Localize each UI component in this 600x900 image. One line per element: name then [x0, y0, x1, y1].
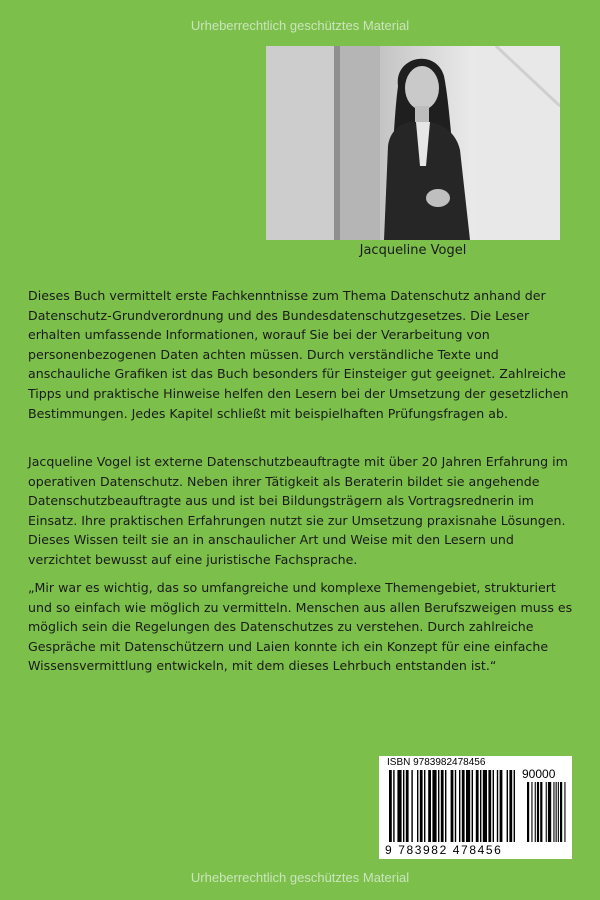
paragraph-text: Jacqueline Vogel ist externe Datenschutzbeauftragte mit über 20 Jahren Erfahrung im operativen Datenschutz. Neben ihrer Tätigkeit als Beraterin bildet sie angehende Datenschutzbeauftragte aus und ist bei Bildungsträgern als Vortragsrednerin im Einsatz. Ihre praktischen Erfahrungen nutzt sie zur Umsetzung praxisnahe Lösungen. Dieses Wissen teilt sie an in anschaulicher Art und Weise mit den Lesern und verzichtet bewusst auf eine juristische Fachsprache.: [28, 454, 568, 567]
book-description-paragraph: [28, 286, 574, 423]
isbn-label: ISBN 9783982478456: [387, 757, 486, 768]
barcode-addon-number: 90000: [522, 767, 556, 781]
paragraph-text: „Mir war es wichtig, das so umfangreiche und komplexe Themengebiet, strukturiert und so einfach wie möglich zu vermitteln. Menschen aus allen Berufszweigen muss es möglich sein die Regelungen des Datenschutzes zu verstehen. Durch zahlreiche Gespräche mit Datenschützern und Laien konnte ich ein Konzept für eine einfache Wissensvermittlung entwickeln, mit dem dieses Lehrbuch entstanden ist.“: [28, 580, 573, 674]
isbn-barcode: [379, 756, 572, 859]
photo-caption: Jacqueline Vogel: [359, 243, 467, 258]
author-photo: [266, 46, 560, 240]
author-portrait-image: [266, 46, 560, 240]
barcode-digits: 9 783982 478456: [385, 843, 503, 857]
barcode-bars: [385, 770, 566, 844]
author-quote-paragraph: [28, 578, 574, 676]
paragraph-text: Dieses Buch vermittelt erste Fachkenntnisse zum Thema Datenschutz anhand der Datenschutz-Grundverordnung und des Bundesdatenschutzgesetzes. Die Leser erhalten umfassende Informationen, worauf Sie bei der Verarbeitung von personenbezogenen Daten achten müssen. Durch verständliche Texte und anschauliche Grafiken ist das Buch besonders für Einsteiger gut geeignet. Zahlreiche Tipps und praktische Hinweise helfen den Lesern bei der Umsetzung der gesetzlichen Bestimmungen. Jedes Kapitel schließt mit beispielhaften Prüfungsfragen ab.: [28, 288, 569, 421]
copyright-watermark-top: Urheberrechtlich geschütztes Material: [190, 18, 410, 33]
copyright-watermark-bottom: Urheberrechtlich geschütztes Material: [190, 870, 410, 885]
author-bio-paragraph: [28, 452, 574, 570]
